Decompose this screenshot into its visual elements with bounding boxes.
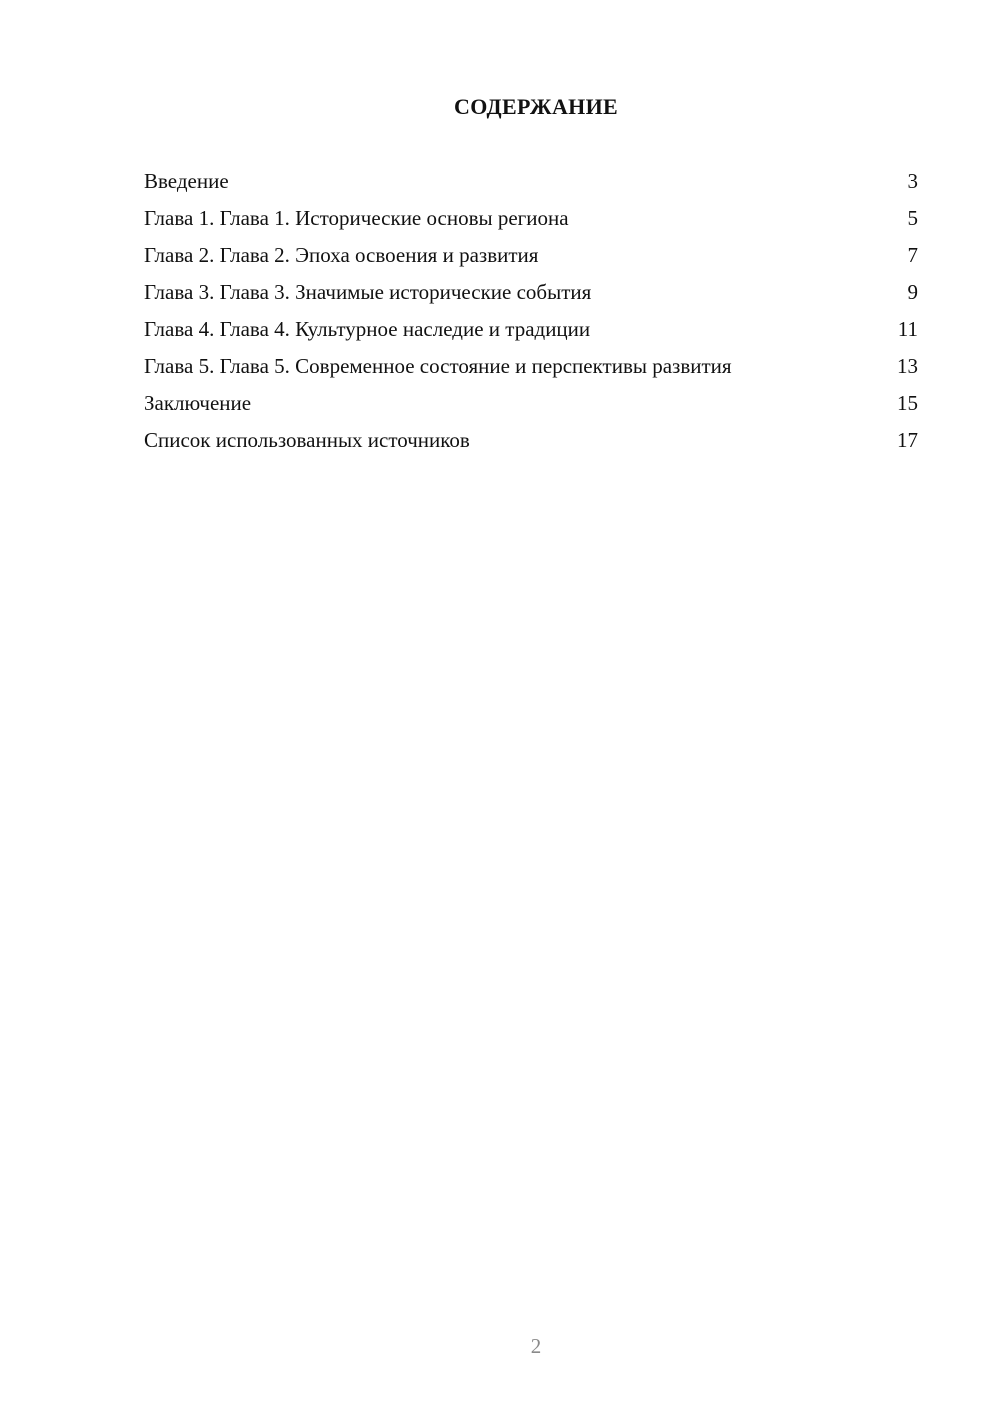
toc-entry-chapter-4 (144, 316, 918, 343)
toc-entry-title: Глава 2. Глава 2. Эпоха освоения и развития (144, 243, 539, 267)
toc-entry-page: 17 (897, 428, 918, 452)
table-of-contents (144, 168, 918, 464)
toc-entry-title: Список использованных источников (144, 428, 470, 452)
toc-entry-chapter-2 (144, 242, 918, 269)
toc-entry-title: Глава 1. Глава 1. Исторические основы региона (144, 206, 569, 230)
toc-entry-title: Глава 4. Глава 4. Культурное наследие и традиции (144, 317, 591, 341)
toc-entry-page: 13 (897, 354, 918, 378)
toc-entry-page: 11 (897, 317, 918, 341)
toc-entry-title: Введение (144, 169, 229, 193)
toc-entry-page: 7 (907, 243, 918, 267)
toc-entry-chapter-5 (144, 353, 918, 380)
toc-entry-title: Глава 5. Глава 5. Современное состояние и перспективы развития (144, 354, 732, 378)
toc-entry-page: 15 (897, 391, 918, 415)
toc-entry-chapter-1 (144, 205, 918, 232)
toc-entry-conclusion (144, 390, 918, 417)
toc-entry-references (144, 427, 918, 454)
toc-entry-introduction (144, 168, 918, 195)
page-number: 2 (530, 1334, 542, 1358)
toc-entry-page: 5 (907, 206, 918, 230)
toc-entry-title: Глава 3. Глава 3. Значимые исторические события (144, 280, 592, 304)
toc-entry-title: Заключение (144, 391, 252, 415)
toc-entry-page: 3 (907, 169, 918, 193)
toc-entry-page: 9 (907, 280, 918, 304)
toc-entry-chapter-3 (144, 279, 918, 306)
toc-heading: СОДЕРЖАНИЕ (454, 94, 618, 119)
